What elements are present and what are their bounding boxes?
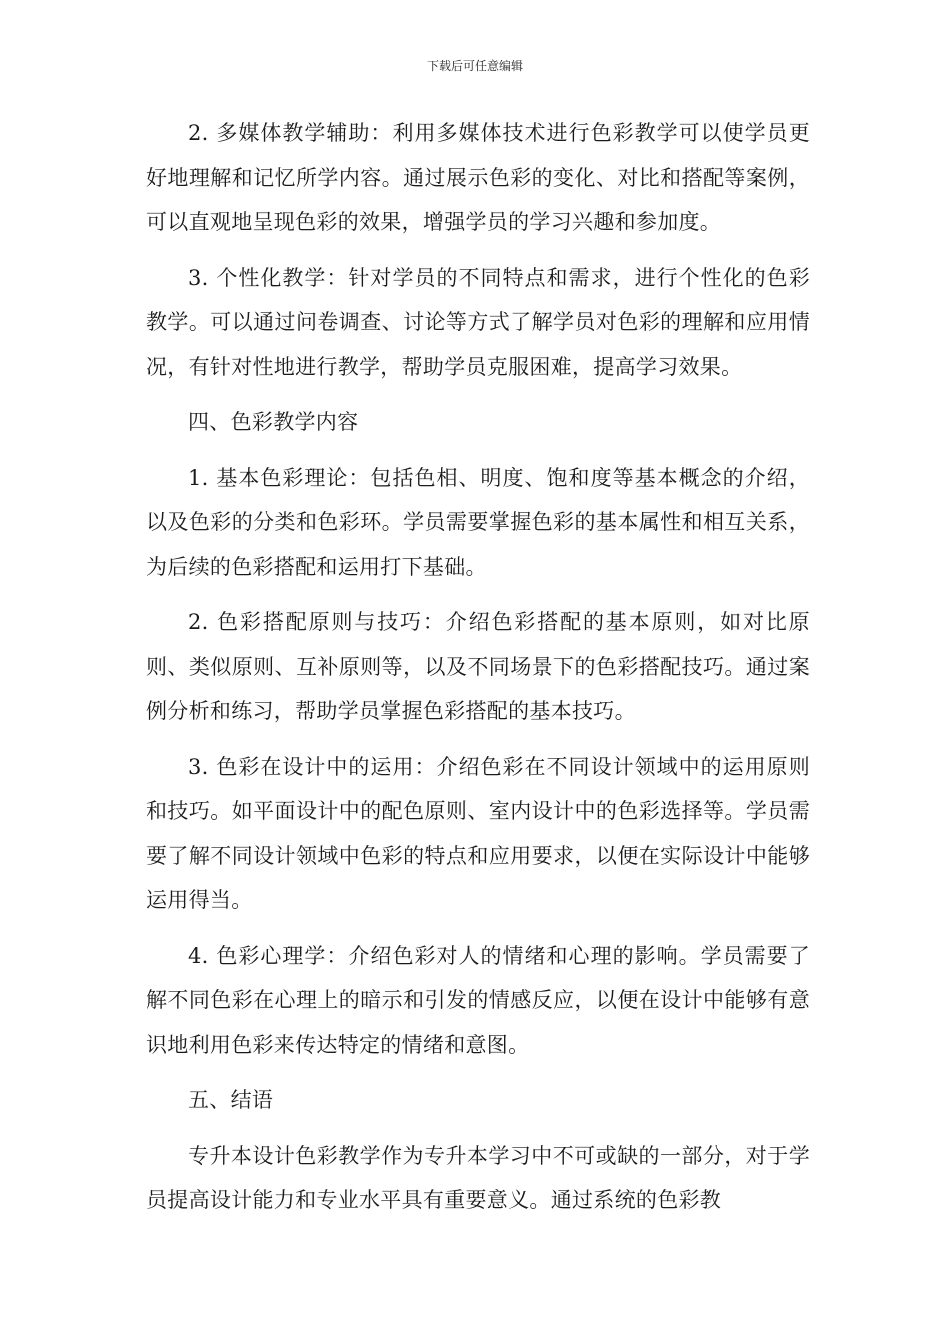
page-header: 下载后可任意编辑 [426, 59, 523, 73]
paragraph-personalized-teaching: 3. 个性化教学：针对学员的不同特点和需求，进行个性化的色彩教学。可以通过问卷调查、讨论等方式了解学员对色彩的理解和应用情况，有针对性地进行教学，帮助学员克服困难，提高学习效果。 [146, 265, 810, 379]
paragraph-color-in-design: 3. 色彩在设计中的运用：介绍色彩在不同设计领域中的运用原则和技巧。如平面设计中的配色原则、室内设计中的色彩选择等。学员需要了解不同设计领域中色彩的特点和应用要求，以便在实际设计中能够运用得当。 [146, 754, 810, 912]
paragraph-color-matching: 2. 色彩搭配原则与技巧：介绍色彩搭配的基本原则，如对比原则、类似原则、互补原则等，以及不同场景下的色彩搭配技巧。通过案例分析和练习，帮助学员掌握色彩搭配的基本技巧。 [146, 610, 810, 723]
paragraph-color-psychology: 4. 色彩心理学：介绍色彩对人的情绪和心理的影响。学员需要了解不同色彩在心理上的暗示和引发的情感反应，以便在设计中能够有意识地利用色彩来传达特定的情绪和意图。 [146, 943, 810, 1057]
document-body [146, 111, 810, 1234]
paragraph-conclusion: 专升本设计色彩教学作为专升本学习中不可或缺的一部分，对于学员提高设计能力和专业水平具有重要意义。通过系统的色彩教 [146, 1143, 810, 1212]
section-heading-teaching-content: 四、色彩教学内容 [188, 410, 359, 434]
section-heading-conclusion: 五、结语 [188, 1088, 274, 1112]
paragraph-multimedia-teaching: 2. 多媒体教学辅助：利用多媒体技术进行色彩教学可以使学员更好地理解和记忆所学内容。通过展示色彩的变化、对比和搭配等案例，可以直观地呈现色彩的效果，增强学员的学习兴趣和参加度。 [146, 121, 810, 234]
paragraph-basic-color-theory: 1. 基本色彩理论：包括色相、明度、饱和度等基本概念的介绍，以及色彩的分类和色彩环。学员需要掌握色彩的基本属性和相互关系，为后续的色彩搭配和运用打下基础。 [146, 465, 810, 579]
